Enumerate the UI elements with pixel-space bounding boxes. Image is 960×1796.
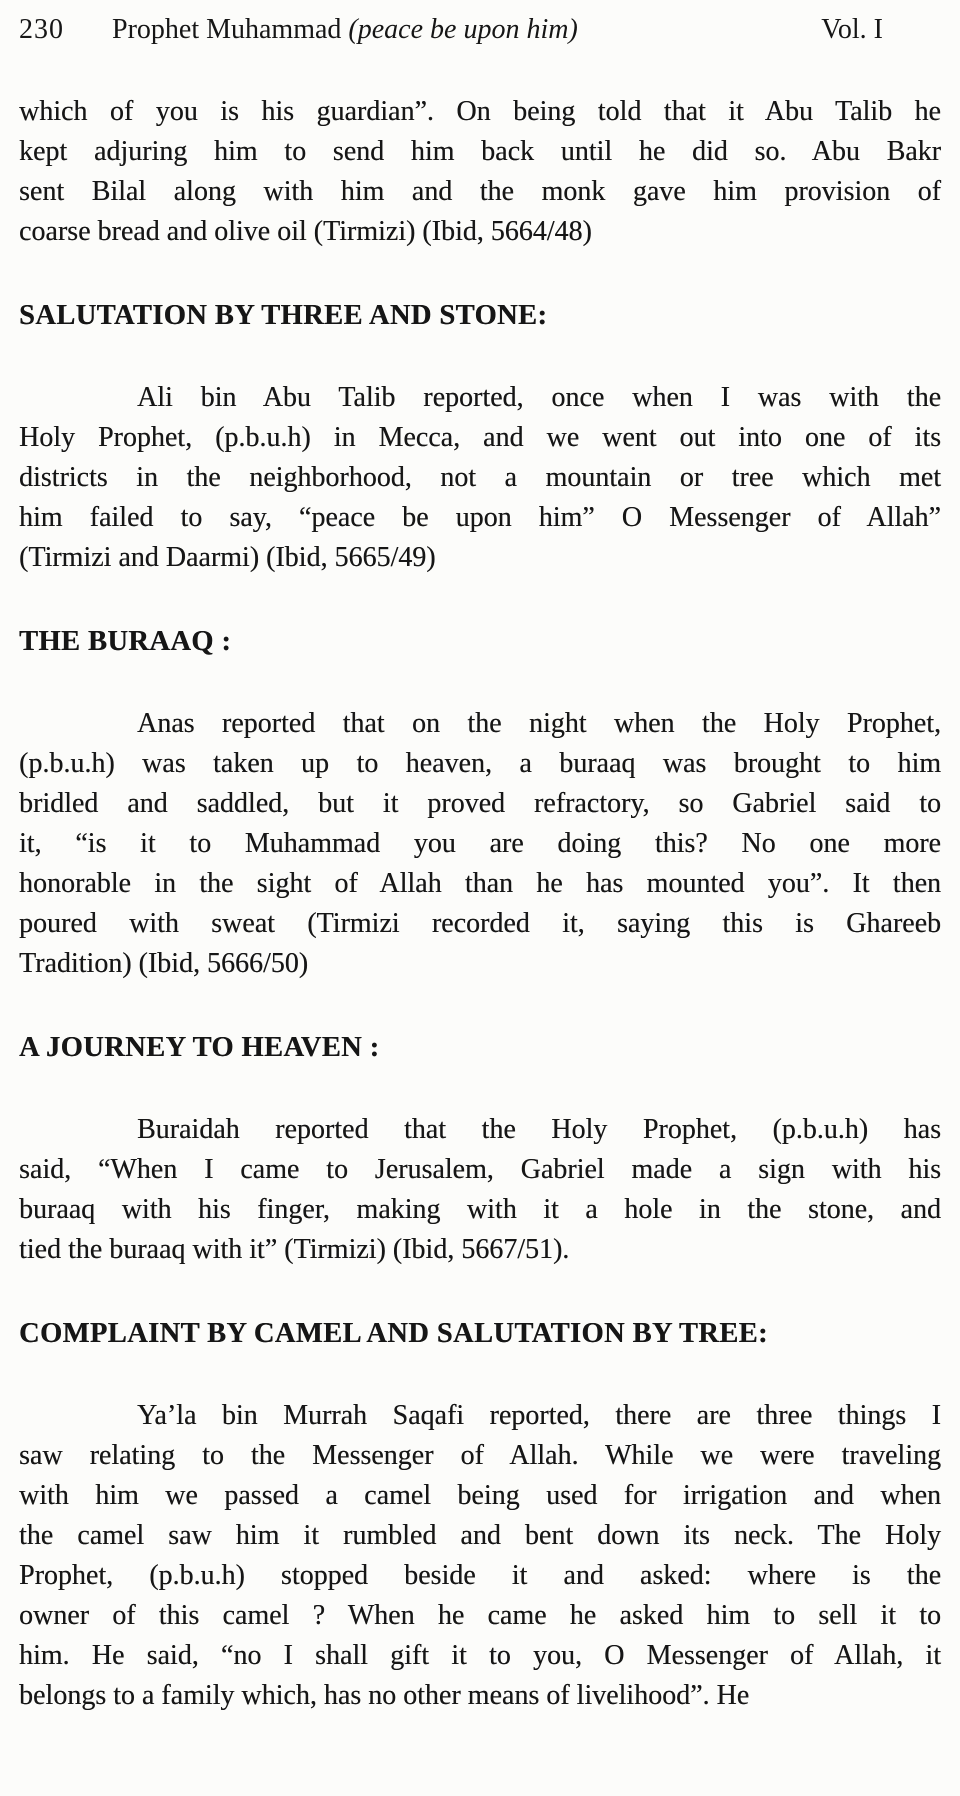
page-number: 230 <box>19 14 64 45</box>
text-line: Ali bin Abu Talib reported, once when I was with the <box>137 382 941 413</box>
text-line: Prophet, (p.b.u.h) stopped beside it and asked: where is the <box>19 1560 941 1591</box>
text-line: Tradition) (Ibid, 5666/50) <box>19 948 309 979</box>
section-heading: THE BURAAQ : <box>19 626 232 657</box>
page-header <box>19 10 941 50</box>
text-line: it, “is it to Muhammad you are doing this? No one more <box>19 828 941 859</box>
text-line: the camel saw him it rumbled and bent down its neck. The Holy <box>19 1520 941 1551</box>
section-heading: COMPLAINT BY CAMEL AND SALUTATION BY TREE: <box>19 1318 768 1349</box>
running-title-italic: (peace be upon him) <box>348 14 578 45</box>
page-body <box>19 92 941 1716</box>
text-line: (Tirmizi and Daarmi) (Ibid, 5665/49) <box>19 542 436 573</box>
text-line: said, “When I came to Jerusalem, Gabriel made a sign with his <box>19 1154 941 1185</box>
text-line: tied the buraaq with it” (Tirmizi) (Ibid, 5667/51). <box>19 1234 570 1265</box>
text-line: (p.b.u.h) was taken up to heaven, a buraaq was brought to him <box>19 748 941 779</box>
running-title <box>112 10 578 50</box>
text-line: bridled and saddled, but it proved refractory, so Gabriel said to <box>19 788 941 819</box>
text-line: Ya’la bin Murrah Saqafi reported, there are three things I <box>137 1400 941 1431</box>
text-line: honorable in the sight of Allah than he has mounted you”. It then <box>19 868 941 899</box>
section-heading: SALUTATION BY THREE AND STONE: <box>19 300 548 331</box>
paragraph <box>19 1396 941 1716</box>
text-line: buraaq with his finger, making with it a hole in the stone, and <box>19 1194 941 1225</box>
text-line: districts in the neighborhood, not a mountain or tree which met <box>19 462 941 493</box>
paragraph <box>19 378 941 578</box>
text-line: poured with sweat (Tirmizi recorded it, saying this is Ghareeb <box>19 908 941 939</box>
text-line: owner of this camel ? When he came he asked him to sell it to <box>19 1600 941 1631</box>
text-line: saw relating to the Messenger of Allah. While we were traveling <box>19 1440 941 1471</box>
paragraph <box>19 92 941 252</box>
paragraph <box>19 704 941 984</box>
text-line: which of you is his guardian”. On being told that it Abu Talib he <box>19 96 941 127</box>
volume-label: Vol. I <box>821 14 883 45</box>
text-line: Holy Prophet, (p.b.u.h) in Mecca, and we went out into one of its <box>19 422 941 453</box>
text-line: belongs to a family which, has no other means of livelihood”. He <box>19 1680 750 1711</box>
text-line: him failed to say, “peace be upon him” O Messenger of Allah” <box>19 502 941 533</box>
text-line: sent Bilal along with him and the monk gave him provision of <box>19 176 941 207</box>
text-line: Anas reported that on the night when the Holy Prophet, <box>137 708 941 739</box>
text-line: with him we passed a camel being used for irrigation and when <box>19 1480 941 1511</box>
running-title-regular: Prophet Muhammad <box>112 14 349 45</box>
text-line: kept adjuring him to send him back until he did so. Abu Bakr <box>19 136 941 167</box>
section-heading: A JOURNEY TO HEAVEN : <box>19 1032 380 1063</box>
paragraph <box>19 1110 941 1270</box>
text-line: Buraidah reported that the Holy Prophet, (p.b.u.h) has <box>137 1114 941 1145</box>
text-line: him. He said, “no I shall gift it to you, O Messenger of Allah, it <box>19 1640 941 1671</box>
text-line: coarse bread and olive oil (Tirmizi) (Ibid, 5664/48) <box>19 216 592 247</box>
